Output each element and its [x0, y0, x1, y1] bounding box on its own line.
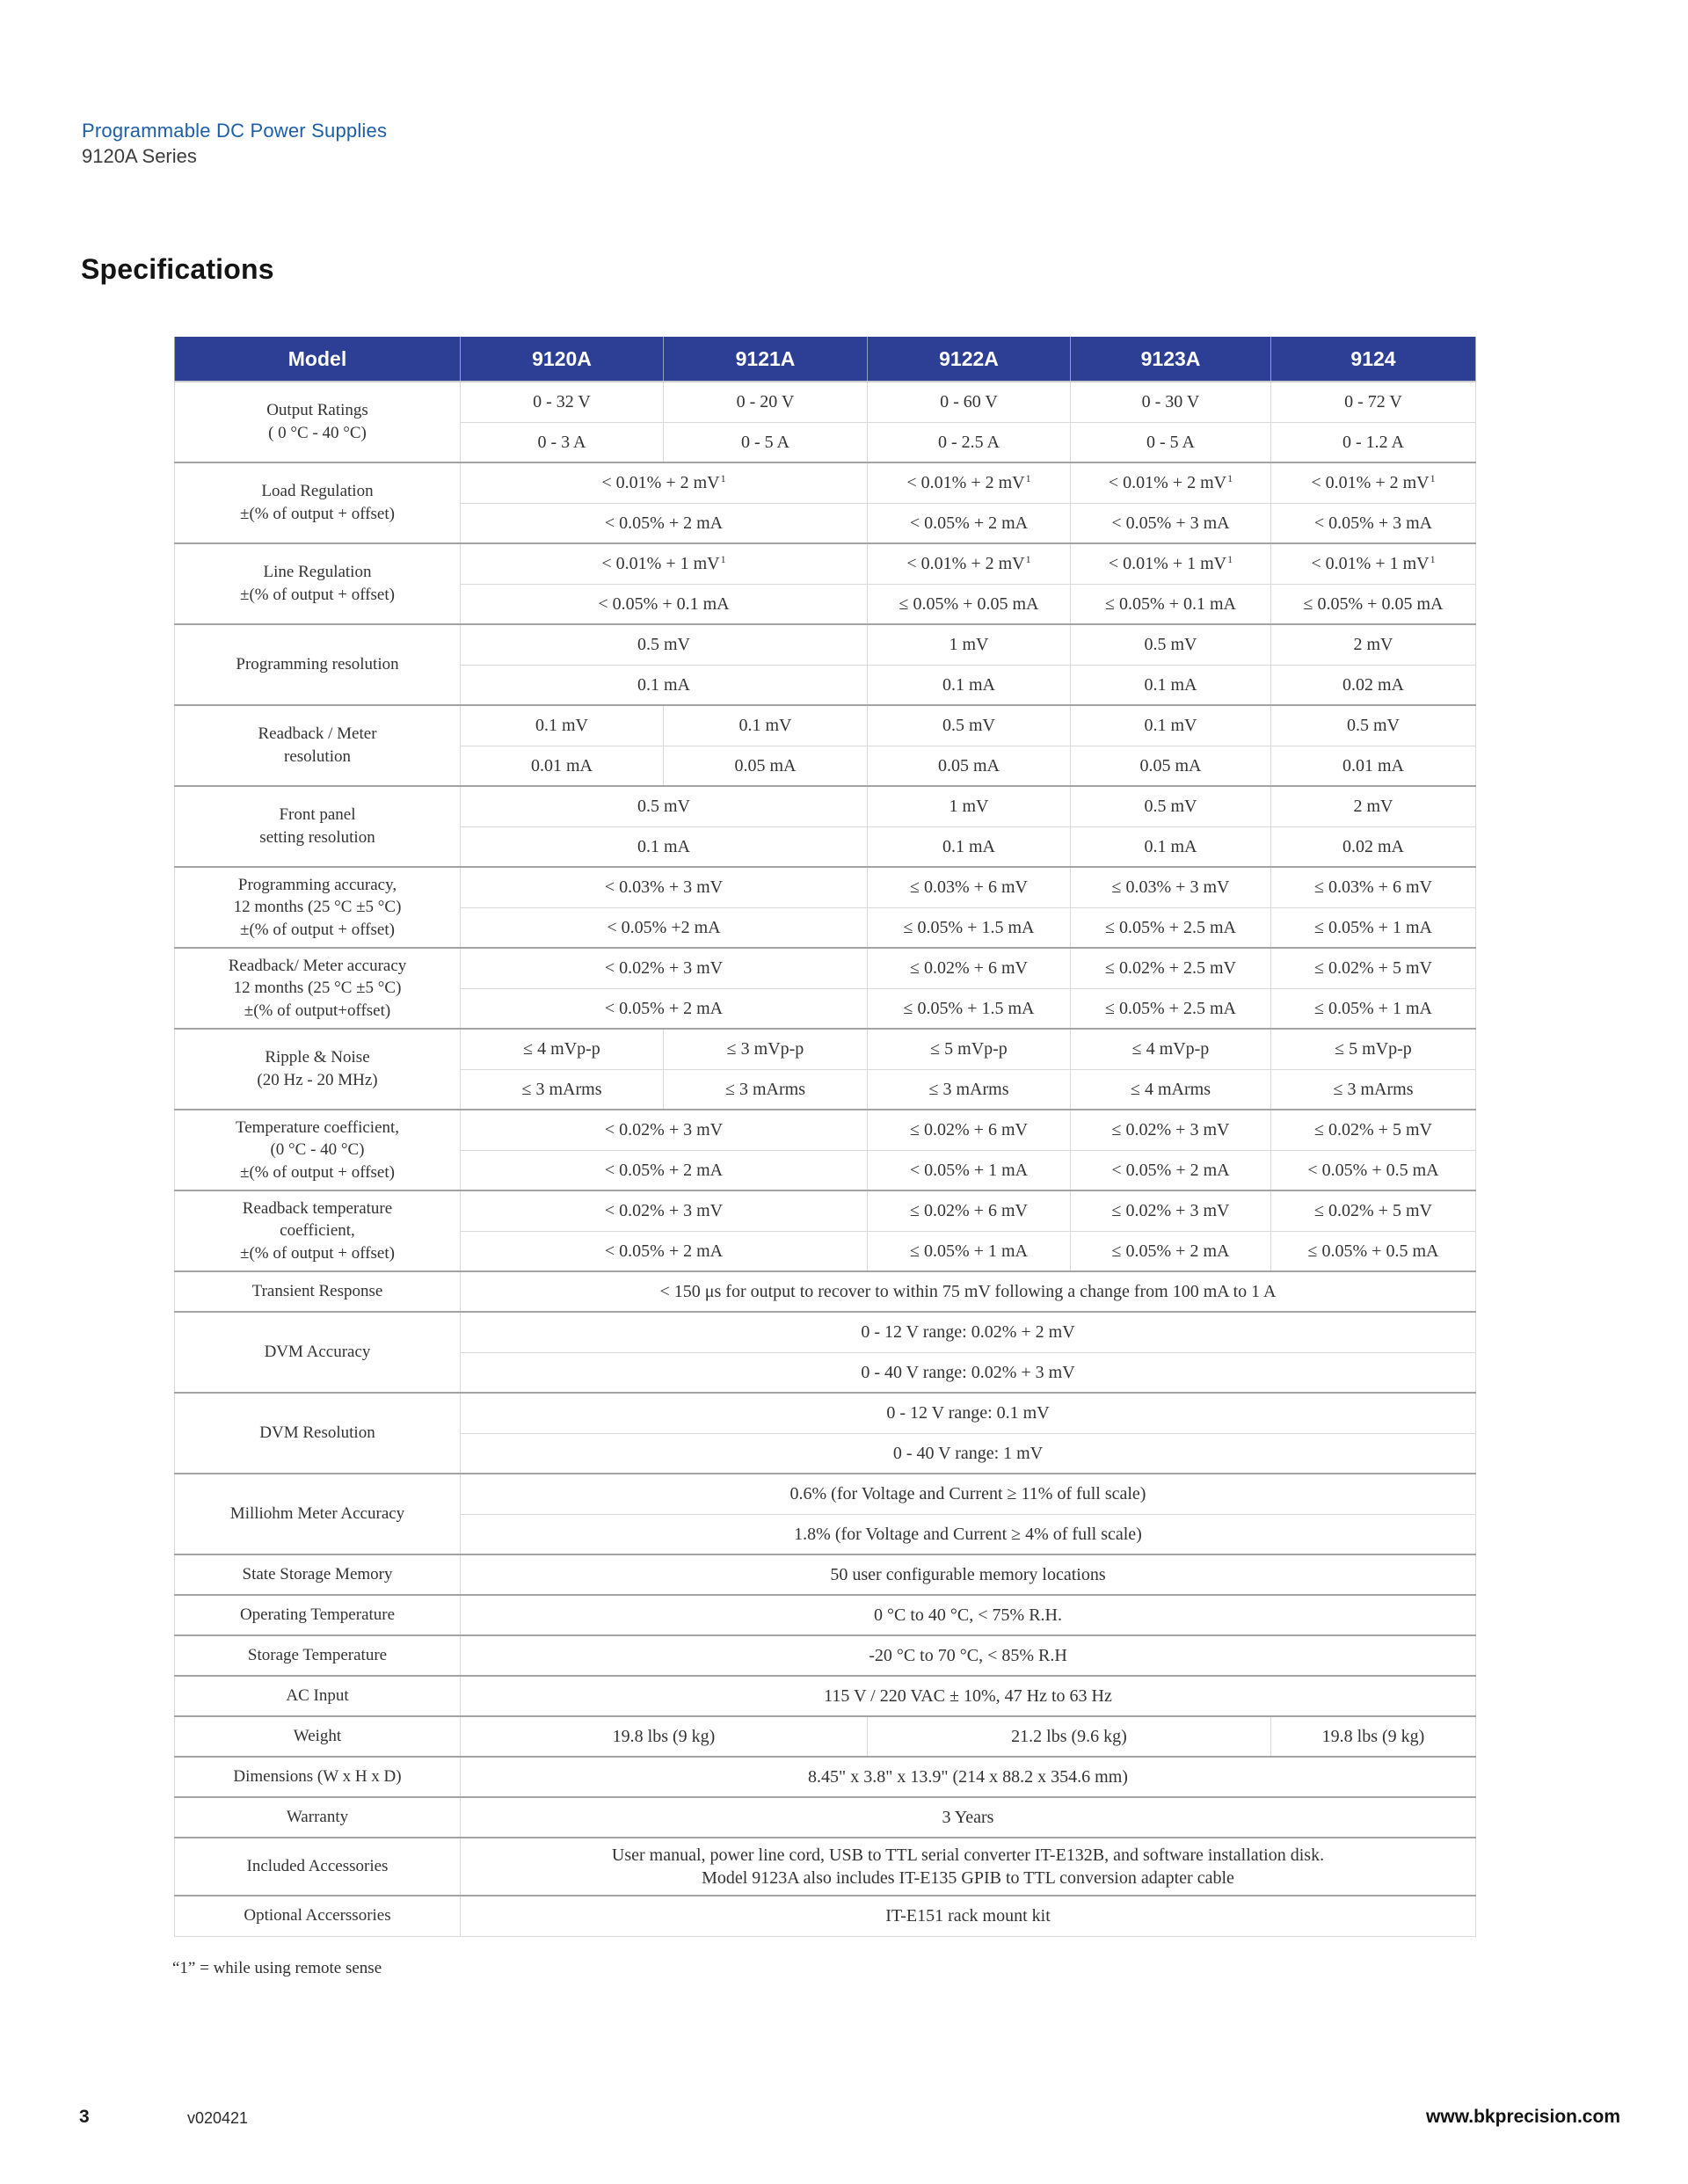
- spec-value-cell: 0.1 mA: [461, 826, 868, 867]
- footnote: “1” = while using remote sense: [172, 1959, 382, 1977]
- spec-value-cell: ≤ 0.05% + 0.05 mA: [868, 584, 1071, 624]
- spec-value-cell: ≤ 0.02% + 5 mV: [1271, 1110, 1476, 1150]
- spec-value-cell: ≤ 0.05% + 1 mA: [1271, 988, 1476, 1029]
- spec-value-cell: 0.5 mV: [1071, 624, 1271, 665]
- spec-value-cell: ≤ 0.05% + 0.1 mA: [1071, 584, 1271, 624]
- specifications-table-wrap: [174, 337, 1475, 1937]
- spec-value-cell: < 0.05% + 3 mA: [1271, 503, 1476, 543]
- spec-value-cell: ≤ 5 mVp-p: [868, 1029, 1071, 1069]
- spec-row-label: Weight: [175, 1716, 461, 1757]
- spec-value-cell: 115 V / 220 VAC ± 10%, 47 Hz to 63 Hz: [461, 1676, 1476, 1716]
- spec-value-cell: < 0.02% + 3 mV: [461, 948, 868, 988]
- spec-value-cell: ≤ 0.05% + 1 mA: [868, 1231, 1071, 1271]
- spec-value-cell: < 0.01% + 1 $mV^1$: [461, 543, 868, 584]
- spec-value-cell: 0.1 mA: [1071, 826, 1271, 867]
- spec-value-cell: ≤ 3 mArms: [664, 1069, 868, 1110]
- spec-value-cell: < 0.05% + 2 mA: [868, 503, 1071, 543]
- page-number: 3: [79, 2107, 90, 2127]
- spec-value-cell: < 0.01% + 2 $mV^1$: [868, 543, 1071, 584]
- spec-value-cell: < 150 μs for output to recover to within 75 mV following a change from 100 mA to 1 A: [461, 1271, 1476, 1312]
- spec-row-label: Readback temperature coefficient, ±(% of output + offset): [175, 1190, 461, 1271]
- remote-sense-footnote-marker: 1: [1430, 471, 1436, 484]
- spec-value-cell: 1.8% (for Voltage and Current ≥ 4% of full scale): [461, 1514, 1476, 1554]
- spec-value-cell: 0.5 mV: [868, 705, 1071, 746]
- spec-value-cell: -20 °C to 70 °C, < 85% R.H: [461, 1635, 1476, 1676]
- spec-value-cell: 0.6% (for Voltage and Current ≥ 11% of full scale): [461, 1474, 1476, 1514]
- spec-value-cell: ≤ 3 mArms: [868, 1069, 1071, 1110]
- spec-value-cell: ≤ 0.05% + 1.5 mA: [868, 907, 1071, 948]
- spec-value-cell: < 0.01% + 1 $mV^1$: [1271, 543, 1476, 584]
- spec-value-cell: 0.5 mV: [461, 786, 868, 826]
- spec-value-cell: ≤ 0.05% + 0.5 mA: [1271, 1231, 1476, 1271]
- spec-value-cell: 0 - 1.2 A: [1271, 422, 1476, 462]
- spec-value-cell: < 0.05% + 0.1 mA: [461, 584, 868, 624]
- remote-sense-footnote-marker: 1: [1025, 552, 1031, 565]
- spec-value-cell: 19.8 lbs (9 kg): [1271, 1716, 1476, 1757]
- spec-value-cell: 0 - 60 V: [868, 382, 1071, 422]
- spec-value-cell: 0 - 12 V range: 0.1 mV: [461, 1393, 1476, 1433]
- spec-value-cell: < 0.01% + 2 $mV^1$: [868, 462, 1071, 503]
- section-heading: Specifications: [81, 253, 274, 285]
- spec-value-cell: < 0.05% + 2 mA: [461, 1231, 868, 1271]
- spec-row-label: Readback/ Meter accuracy 12 months (25 °C ±5 °C) ±(% of output+offset): [175, 948, 461, 1029]
- spec-value-cell: 0 - 72 V: [1271, 382, 1476, 422]
- spec-value-cell: 0 - 2.5 A: [868, 422, 1071, 462]
- spec-value-cell: ≤ 0.02% + 3 mV: [1071, 1110, 1271, 1150]
- spec-value-cell: 2 mV: [1271, 624, 1476, 665]
- spec-row-label: Warranty: [175, 1797, 461, 1838]
- spec-table-header-row: [175, 337, 1476, 382]
- series-label: 9120A Series: [82, 145, 197, 167]
- spec-value-cell: < 0.05% + 0.5 mA: [1271, 1150, 1476, 1190]
- spec-value-cell: ≤ 0.05% + 2.5 mA: [1071, 988, 1271, 1029]
- spec-value-cell: 21.2 lbs (9.6 kg): [868, 1716, 1271, 1757]
- spec-value-cell: < 0.01% + 2 $mV^1$: [1271, 462, 1476, 503]
- spec-value-cell: ≤ 0.02% + 6 mV: [868, 1190, 1071, 1231]
- page-title-eyebrow: Programmable DC Power Supplies: [82, 120, 388, 142]
- website-link: www.bkprecision.com: [1426, 2107, 1620, 2127]
- spec-value-cell: 0.1 mA: [1071, 665, 1271, 705]
- spec-value-cell: ≤ 0.03% + 3 mV: [1071, 867, 1271, 907]
- spec-value-cell: User manual, power line cord, USB to TTL serial converter IT-E132B, and software installation disk. Model 9123A also includes IT-E135 GPIB to TTL conversion adapter cable: [461, 1838, 1476, 1896]
- spec-value-cell: < 0.05% + 2 mA: [1071, 1150, 1271, 1190]
- spec-value-cell: 0.5 mV: [461, 624, 868, 665]
- document-header: [82, 118, 387, 169]
- spec-value-cell: ≤ 0.02% + 6 mV: [868, 948, 1071, 988]
- spec-value-cell: 8.45" x 3.8" x 13.9" (214 x 88.2 x 354.6 mm): [461, 1757, 1476, 1797]
- spec-row-label: DVM Resolution: [175, 1393, 461, 1474]
- spec-row-label: Readback / Meter resolution: [175, 705, 461, 786]
- spec-table-body: [175, 382, 1476, 1936]
- spec-value-cell: 1 mV: [868, 624, 1071, 665]
- spec-value-cell: 0.1 mV: [461, 705, 664, 746]
- spec-row-label: Transient Response: [175, 1271, 461, 1312]
- spec-value-cell: ≤ 0.05% + 1 mA: [1271, 907, 1476, 948]
- doc-version: v020421: [187, 2109, 249, 2127]
- spec-value-cell: 0.01 mA: [1271, 746, 1476, 786]
- spec-value-cell: 0.1 mA: [461, 665, 868, 705]
- spec-value-cell: ≤ 4 mVp-p: [461, 1029, 664, 1069]
- spec-value-cell: < 0.05% + 3 mA: [1071, 503, 1271, 543]
- spec-value-cell: 0 - 5 A: [1071, 422, 1271, 462]
- spec-row-label: State Storage Memory: [175, 1554, 461, 1595]
- spec-row-label: Ripple & Noise (20 Hz - 20 MHz): [175, 1029, 461, 1110]
- spec-value-cell: ≤ 0.03% + 6 mV: [1271, 867, 1476, 907]
- remote-sense-footnote-marker: 1: [1227, 471, 1233, 484]
- spec-value-cell: ≤ 4 mVp-p: [1071, 1029, 1271, 1069]
- spec-row-label: DVM Accuracy: [175, 1312, 461, 1393]
- spec-value-cell: ≤ 0.05% + 2.5 mA: [1071, 907, 1271, 948]
- spec-value-cell: ≤ 3 mArms: [1271, 1069, 1476, 1110]
- spec-value-cell: 0.02 mA: [1271, 826, 1476, 867]
- spec-value-cell: ≤ 3 mArms: [461, 1069, 664, 1110]
- spec-value-cell: < 0.05% +2 mA: [461, 907, 868, 948]
- spec-value-cell: 2 mV: [1271, 786, 1476, 826]
- spec-value-cell: 0.02 mA: [1271, 665, 1476, 705]
- spec-row-label: Optional Accerssories: [175, 1896, 461, 1936]
- spec-row-label: Dimensions (W x H x D): [175, 1757, 461, 1797]
- spec-row-label: Temperature coefficient, (0 °C - 40 °C) ±(% of output + offset): [175, 1110, 461, 1190]
- remote-sense-footnote-marker: 1: [720, 471, 726, 484]
- spec-value-cell: 0 °C to 40 °C, < 75% R.H.: [461, 1595, 1476, 1635]
- spec-value-cell: 0.1 mV: [664, 705, 868, 746]
- spec-value-cell: 0.05 mA: [1071, 746, 1271, 786]
- spec-value-cell: < 0.02% + 3 mV: [461, 1110, 868, 1150]
- spec-value-cell: 0 - 40 V range: 1 mV: [461, 1433, 1476, 1474]
- column-header: 9122A: [868, 337, 1071, 382]
- spec-value-cell: < 0.01% + 2 $mV^1$: [461, 462, 868, 503]
- spec-value-cell: 1 mV: [868, 786, 1071, 826]
- spec-value-cell: < 0.01% + 2 $mV^1$: [1071, 462, 1271, 503]
- spec-row-label: Milliohm Meter Accuracy: [175, 1474, 461, 1554]
- spec-value-cell: ≤ 0.02% + 5 mV: [1271, 948, 1476, 988]
- spec-value-cell: 0.5 mV: [1071, 786, 1271, 826]
- spec-value-cell: 3 Years: [461, 1797, 1476, 1838]
- spec-value-cell: ≤ 0.03% + 6 mV: [868, 867, 1071, 907]
- spec-value-cell: ≤ 0.02% + 5 mV: [1271, 1190, 1476, 1231]
- spec-row-label: Programming accuracy, 12 months (25 °C ±5 °C) ±(% of output + offset): [175, 867, 461, 948]
- specifications-table: [174, 337, 1476, 1937]
- spec-row-label: Programming resolution: [175, 624, 461, 705]
- remote-sense-footnote-marker: 1: [1430, 552, 1436, 565]
- spec-value-cell: ≤ 0.02% + 2.5 mV: [1071, 948, 1271, 988]
- spec-value-cell: 0.01 mA: [461, 746, 664, 786]
- spec-value-cell: ≤ 4 mArms: [1071, 1069, 1271, 1110]
- column-header: 9124: [1271, 337, 1476, 382]
- spec-value-cell: 50 user configurable memory locations: [461, 1554, 1476, 1595]
- spec-value-cell: IT-E151 rack mount kit: [461, 1896, 1476, 1936]
- spec-value-cell: ≤ 0.02% + 3 mV: [1071, 1190, 1271, 1231]
- spec-value-cell: 0.05 mA: [868, 746, 1071, 786]
- spec-value-cell: < 0.05% + 2 mA: [461, 503, 868, 543]
- spec-value-cell: 0.05 mA: [664, 746, 868, 786]
- column-header: 9123A: [1071, 337, 1271, 382]
- spec-value-cell: < 0.01% + 1 $mV^1$: [1071, 543, 1271, 584]
- spec-row-label: Load Regulation ±(% of output + offset): [175, 462, 461, 543]
- spec-value-cell: ≤ 0.05% + 0.05 mA: [1271, 584, 1476, 624]
- column-header: 9121A: [664, 337, 868, 382]
- spec-value-cell: ≤ 0.05% + 2 mA: [1071, 1231, 1271, 1271]
- spec-value-cell: 0 - 5 A: [664, 422, 868, 462]
- spec-row-label: Storage Temperature: [175, 1635, 461, 1676]
- spec-value-cell: 0 - 3 A: [461, 422, 664, 462]
- spec-row-label: Included Accessories: [175, 1838, 461, 1896]
- spec-value-cell: 0 - 32 V: [461, 382, 664, 422]
- spec-value-cell: ≤ 5 mVp-p: [1271, 1029, 1476, 1069]
- spec-value-cell: 0.1 mA: [868, 826, 1071, 867]
- remote-sense-footnote-marker: 1: [1025, 471, 1031, 484]
- column-header: Model: [175, 337, 461, 382]
- spec-value-cell: < 0.05% + 2 mA: [461, 988, 868, 1029]
- spec-value-cell: ≤ 0.02% + 6 mV: [868, 1110, 1071, 1150]
- spec-value-cell: < 0.05% + 2 mA: [461, 1150, 868, 1190]
- spec-value-cell: 0 - 12 V range: 0.02% + 2 mV: [461, 1312, 1476, 1352]
- spec-value-cell: ≤ 0.05% + 1.5 mA: [868, 988, 1071, 1029]
- spec-value-cell: ≤ 3 mVp-p: [664, 1029, 868, 1069]
- spec-value-cell: 0.5 mV: [1271, 705, 1476, 746]
- column-header: 9120A: [461, 337, 664, 382]
- spec-value-cell: < 0.02% + 3 mV: [461, 1190, 868, 1231]
- spec-row-label: AC Input: [175, 1676, 461, 1716]
- spec-value-cell: 0.1 mA: [868, 665, 1071, 705]
- remote-sense-footnote-marker: 1: [720, 552, 726, 565]
- spec-row-label: Front panel setting resolution: [175, 786, 461, 867]
- remote-sense-footnote-marker: 1: [1227, 552, 1233, 565]
- spec-value-cell: 0.1 mV: [1071, 705, 1271, 746]
- spec-value-cell: 0 - 20 V: [664, 382, 868, 422]
- spec-row-label: Operating Temperature: [175, 1595, 461, 1635]
- spec-row-label: Line Regulation ±(% of output + offset): [175, 543, 461, 624]
- spec-value-cell: 0 - 40 V range: 0.02% + 3 mV: [461, 1352, 1476, 1393]
- spec-value-cell: 0 - 30 V: [1071, 382, 1271, 422]
- spec-row-label: Output Ratings ( 0 °C - 40 °C): [175, 382, 461, 462]
- spec-value-cell: < 0.05% + 1 mA: [868, 1150, 1071, 1190]
- spec-value-cell: < 0.03% + 3 mV: [461, 867, 868, 907]
- spec-value-cell: 19.8 lbs (9 kg): [461, 1716, 868, 1757]
